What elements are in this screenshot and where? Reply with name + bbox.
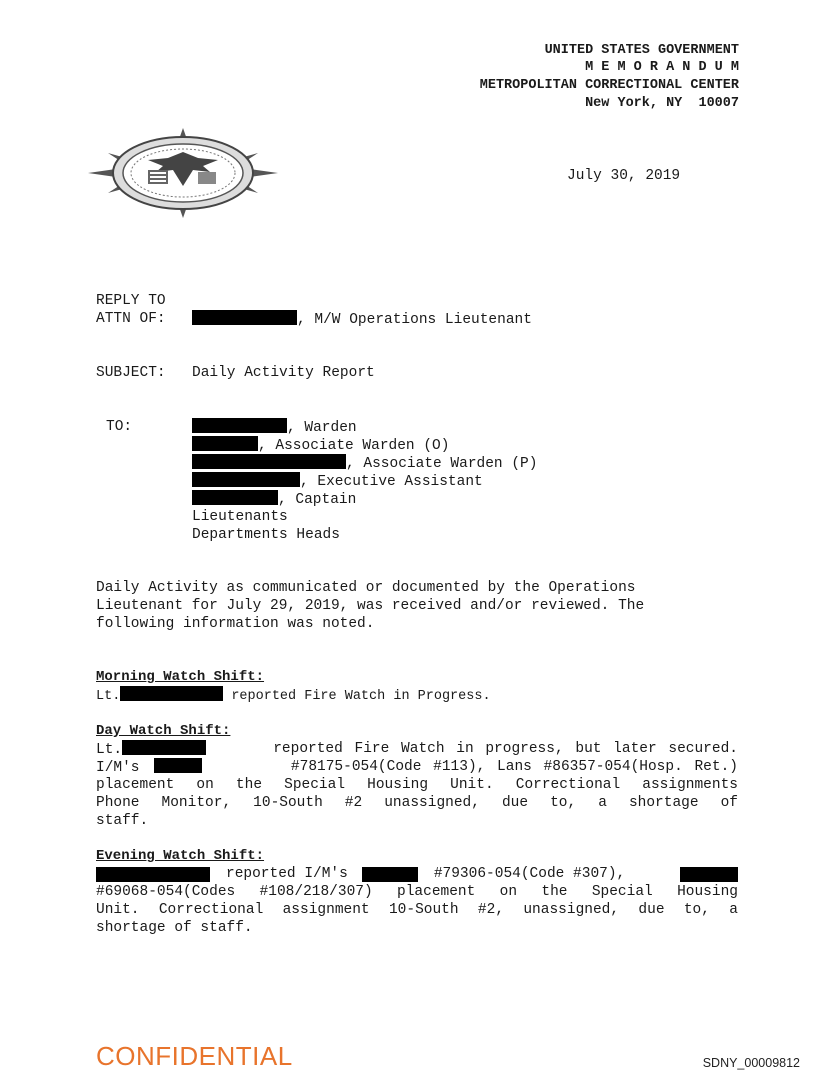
evening-watch-heading: Evening Watch Shift: bbox=[96, 848, 265, 864]
header-agency: UNITED STATES GOVERNMENT bbox=[544, 43, 739, 58]
redaction-bar bbox=[192, 454, 346, 469]
memo-date: July 30, 2019 bbox=[567, 168, 681, 184]
day-watch-heading: Day Watch Shift: bbox=[96, 723, 231, 739]
evening-watch-line bbox=[96, 865, 738, 883]
evening-watch-line: shortage of staff. bbox=[96, 920, 253, 936]
reply-to-label: REPLY TO bbox=[96, 293, 166, 309]
recipient-aw-operations bbox=[192, 436, 449, 455]
evening-watch-line: #69068-054(Codes #108/218/307) placement on the Special Housing bbox=[96, 884, 738, 900]
day-watch-line: staff. bbox=[96, 813, 149, 829]
redaction-bar bbox=[96, 867, 210, 882]
header-location: New York, NY 10007 bbox=[585, 96, 739, 111]
recipient-warden bbox=[192, 418, 357, 437]
day-watch-line: Phone Monitor, 10-South #2 unassigned, due to, a shortage of bbox=[96, 795, 738, 811]
day-watch-line: placement on the Special Housing Unit. Correctional assignments bbox=[96, 777, 738, 793]
doj-seal-emblem bbox=[88, 128, 278, 218]
redaction-bar bbox=[192, 418, 287, 433]
recipient-captain bbox=[192, 490, 356, 509]
intro-line: Lieutenant for July 29, 2019, was received and/or reviewed. The bbox=[96, 598, 645, 614]
subject-label: SUBJECT: bbox=[96, 365, 166, 381]
recipient-lieutenants: Lieutenants bbox=[192, 509, 288, 525]
recipient-title: , Associate Warden (P) bbox=[346, 456, 538, 472]
recipient-title: , Warden bbox=[287, 420, 357, 436]
attn-of-title: , M/W Operations Lieutenant bbox=[297, 312, 532, 328]
day-line-lead bbox=[96, 758, 202, 777]
bates-number: SDNY_00009812 bbox=[702, 1056, 800, 1070]
attn-of-label: ATTN OF: bbox=[96, 311, 166, 327]
day-watch-line bbox=[96, 758, 738, 777]
recipient-exec-assistant bbox=[192, 472, 483, 491]
morning-watch-text: reported Fire Watch in Progress. bbox=[231, 689, 491, 704]
header-memorandum: M E M O R A N D U M bbox=[585, 60, 739, 75]
redaction-bar bbox=[120, 686, 223, 701]
redaction-bar bbox=[122, 740, 206, 755]
redaction-bar bbox=[192, 310, 297, 325]
recipient-title: , Captain bbox=[278, 492, 357, 508]
day-watch-text: reported Fire Watch in progress, but later secured. bbox=[273, 741, 738, 757]
day-watch-line bbox=[96, 740, 738, 759]
redaction-bar bbox=[192, 490, 278, 505]
redaction-bar bbox=[192, 472, 300, 487]
day-watch-text: #78175-054(Code #113), Lans #86357-054(Hosp. Ret.) bbox=[290, 759, 738, 775]
redaction-bar bbox=[192, 436, 258, 451]
day-line-lead bbox=[96, 740, 206, 759]
recipient-title: , Executive Assistant bbox=[300, 474, 483, 490]
morning-watch-entry bbox=[96, 686, 491, 706]
evening-watch-text: #79306-054(Code #307), bbox=[433, 866, 626, 882]
evening-watch-line: Unit. Correctional assignment 10-South #2, unassigned, due to, a bbox=[96, 902, 738, 918]
recipient-title: , Associate Warden (O) bbox=[258, 438, 450, 454]
redaction-bar bbox=[154, 758, 202, 773]
redaction-bar bbox=[362, 867, 418, 882]
evening-watch-text: reported I/M's bbox=[226, 866, 348, 882]
attn-of-value bbox=[192, 310, 532, 329]
to-label: TO: bbox=[106, 419, 133, 435]
subject-value: Daily Activity Report bbox=[192, 365, 375, 381]
redaction-bar bbox=[680, 867, 738, 882]
lt-prefix: Lt. bbox=[96, 689, 121, 704]
header-facility: METROPOLITAN CORRECTIONAL CENTER bbox=[479, 78, 739, 93]
intro-line: Daily Activity as communicated or documented by the Operations bbox=[96, 580, 636, 596]
recipient-aw-programs bbox=[192, 454, 537, 473]
intro-line: following information was noted. bbox=[96, 616, 375, 632]
morning-watch-heading: Morning Watch Shift: bbox=[96, 669, 265, 685]
im-prefix: I/M's bbox=[96, 760, 140, 776]
lt-prefix: Lt. bbox=[96, 742, 123, 758]
confidential-stamp: CONFIDENTIAL bbox=[96, 1041, 293, 1071]
recipient-dept-heads: Departments Heads bbox=[192, 527, 340, 543]
